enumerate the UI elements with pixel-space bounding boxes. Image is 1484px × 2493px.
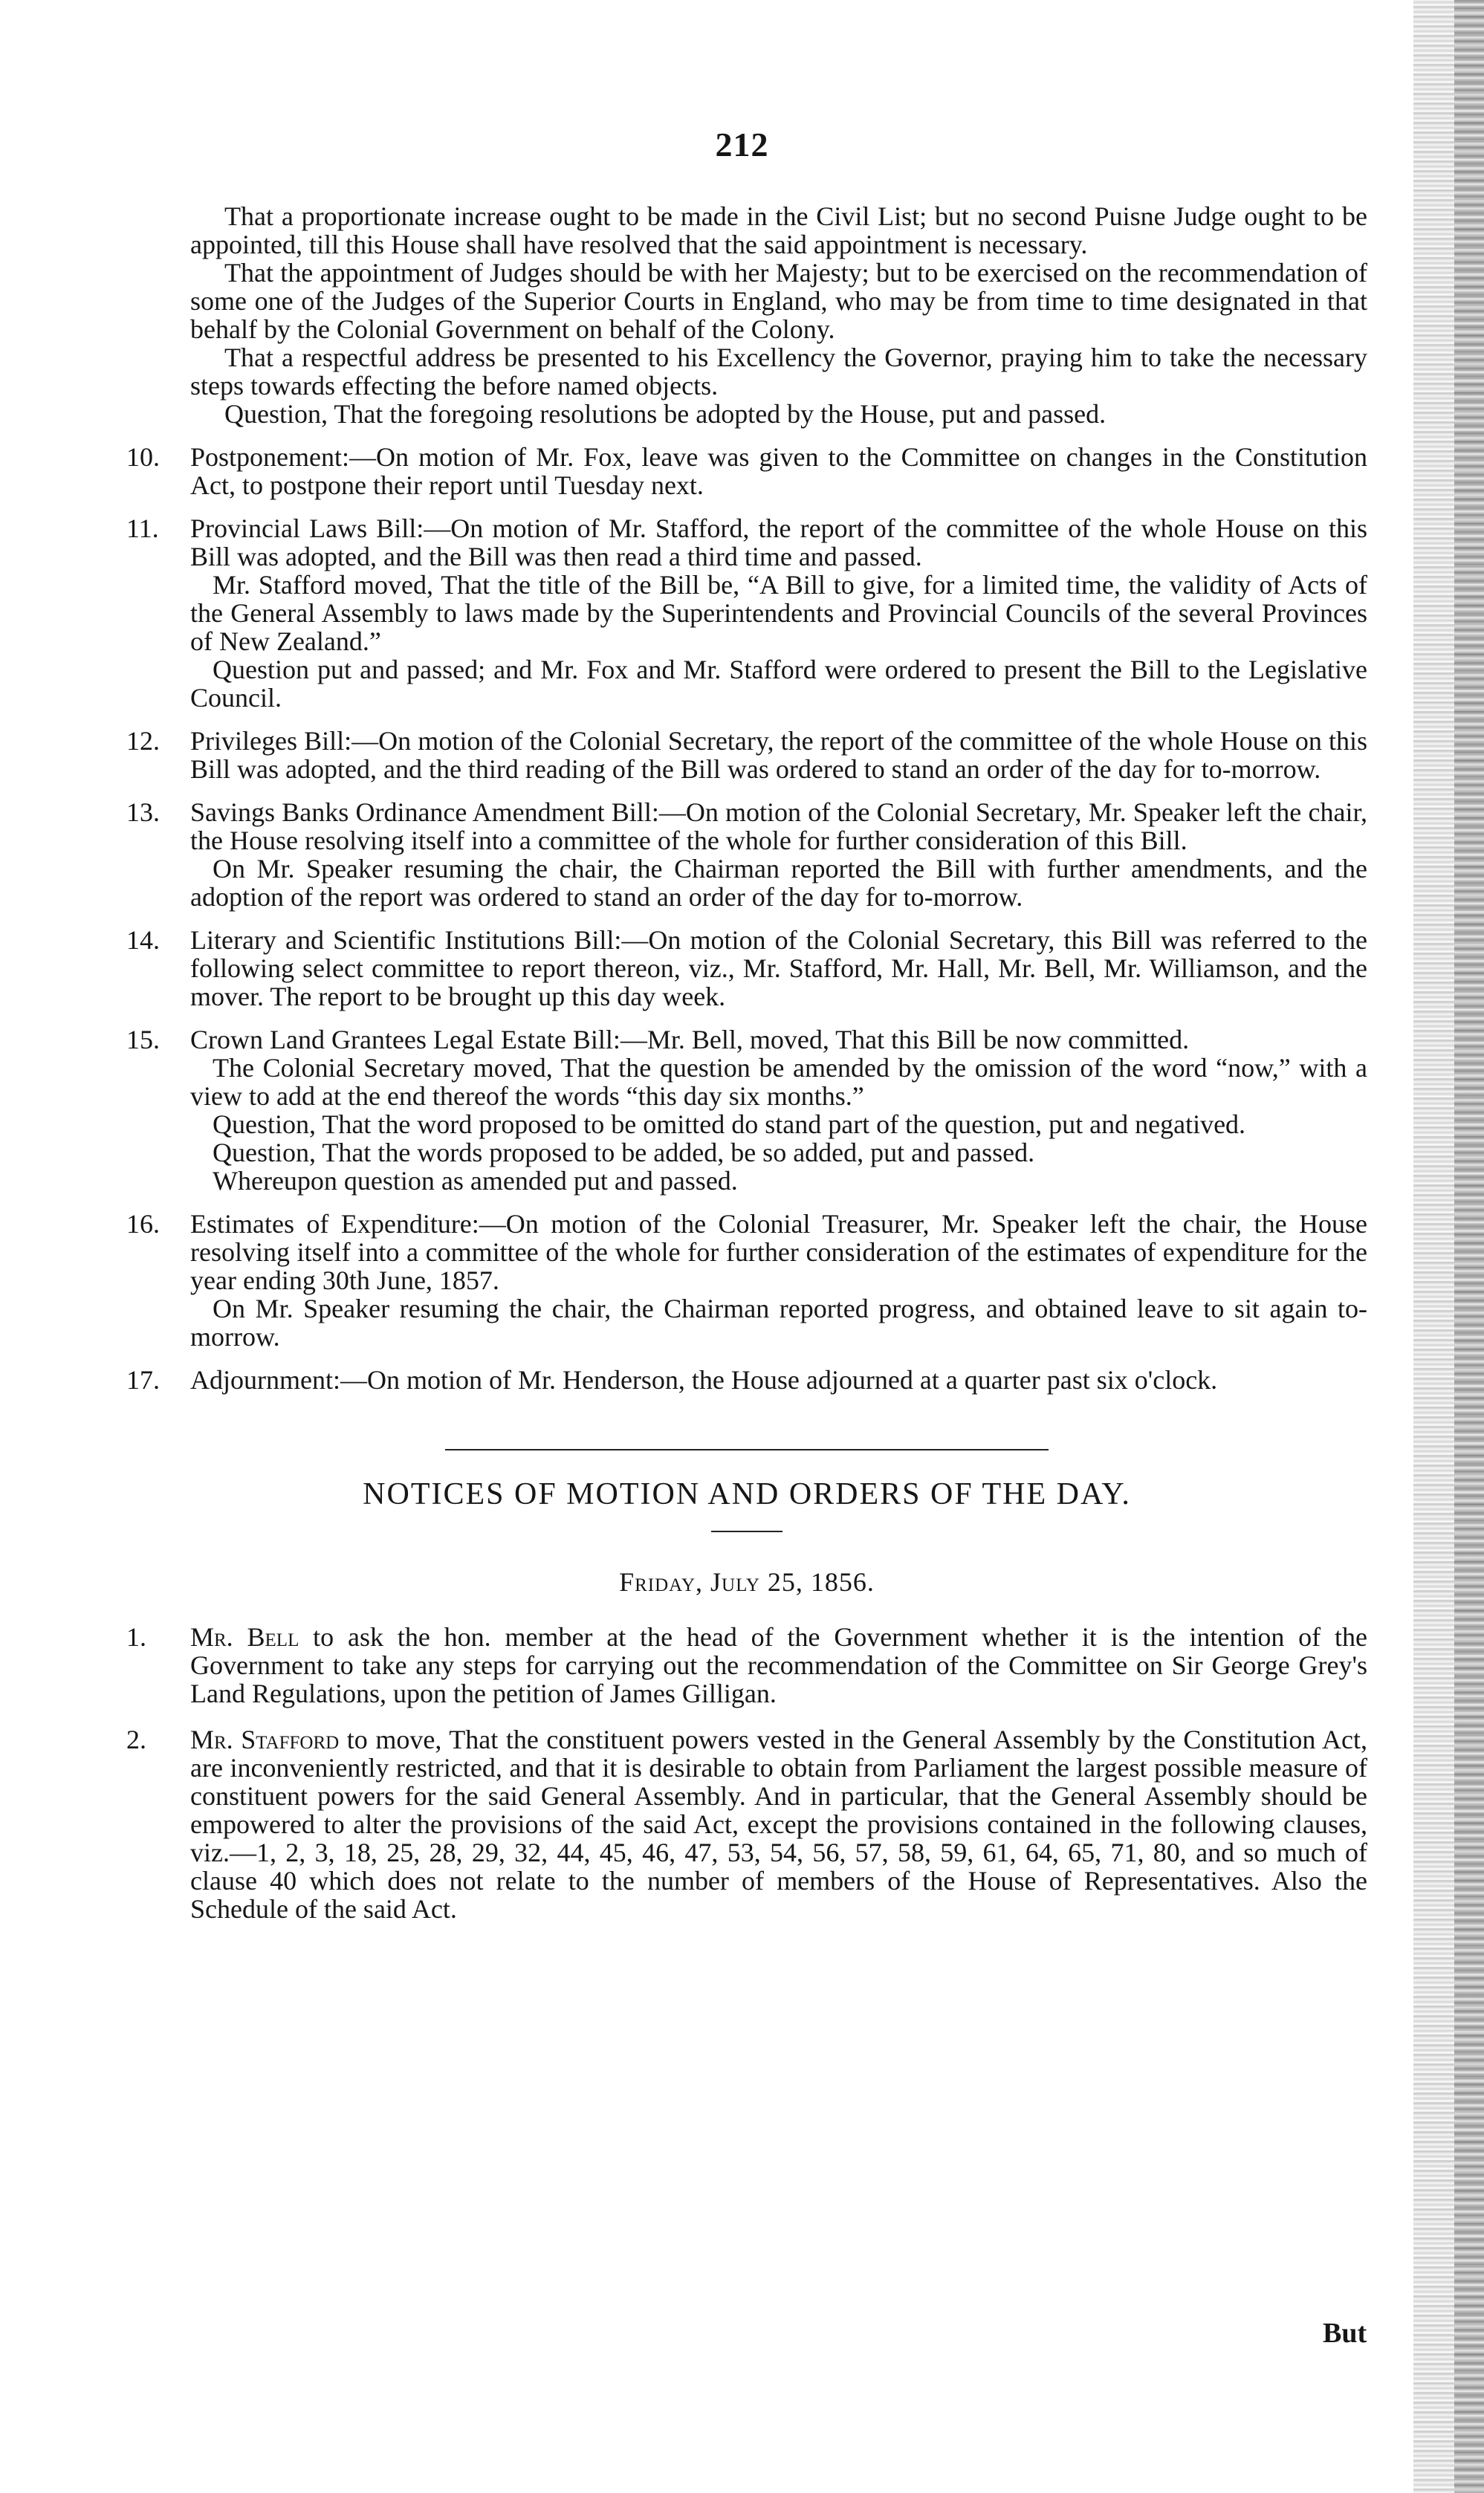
notice-text [190, 1623, 1367, 1708]
notice-item [126, 1623, 1367, 1708]
item-number: 11. [126, 513, 159, 543]
item-number: 13. [126, 797, 160, 827]
section-heading: NOTICES OF MOTION AND ORDERS OF THE DAY. [363, 1477, 1131, 1511]
section-divider [445, 1449, 1049, 1450]
notice-number: 1. [126, 1622, 146, 1652]
resolutions-continued [126, 202, 1367, 428]
item-number: 10. [126, 442, 160, 472]
resolution-paragraph: That the appointment of Judges should be with her Majesty; but to be exercised on the recommendation of some one of the Judges of the Superior Courts in England, who may be from time to time designated in that behalf by the Colonial Government on behalf of the Colony. [190, 258, 1367, 344]
item-text: Estimates of Expenditure:—On motion of the Colonial Treasurer, Mr. Speaker left the chair, the House resolving itself into a committee of the whole for further consideration of the estimates of expenditure for the year ending 30th June, 1857. [190, 1209, 1367, 1295]
item-text: Savings Banks Ordinance Amendment Bill:—On motion of the Colonial Secretary, Mr. Speaker left the chair, the House resolving itself into a committee of the whole for further consideration of this Bill. [190, 797, 1367, 855]
notice-item [126, 1725, 1367, 1923]
member-name: Mr. Stafford [190, 1725, 340, 1754]
proceeding-item [126, 1366, 1367, 1394]
resolution-paragraph: That a respectful address be presented to his Excellency the Governor, praying him to take the necessary steps towards effecting the before named objects. [190, 343, 1367, 401]
heading-divider [711, 1531, 782, 1532]
proceeding-item [126, 443, 1367, 499]
item-text: Privileges Bill:—On motion of the Colonial Secretary, the report of the committee of the whole House on this Bill was adopted, and the third reading of the Bill was ordered to stand an order of the day for to-morrow. [190, 726, 1367, 784]
notice-body: to move, That the constituent powers vested in the General Assembly by the Constitution Act, are inconveniently restricted, and that it is desirable to obtain from Parliament the largest possible measure of constituent powers for the said General Assembly. And in particular, that the General Assembly should be empowered to alter the provisions of the said Act, except the provisions contained in the following clauses, viz.—1, 2, 3, 18, 25, 28, 29, 32, 44, 45, 46, 47, 53, 54, 56, 57, 58, 59, 61, 64, 65, 71, 80, and so much of clause 40 which does not relate to the number of members of the House of Representatives. Also the Schedule of the said Act. [190, 1725, 1367, 1924]
date-heading: Friday, July 25, 1856. [619, 1567, 875, 1597]
item-text: Literary and Scientific Institutions Bill:—On motion of the Colonial Secretary, this Bill was referred to the following select committee to report thereon, viz., Mr. Stafford, Mr. Hall, Mr. Bell, Mr. Williamson, and the mover. The report to be brought up this day week. [190, 925, 1367, 1011]
item-text: On Mr. Speaker resuming the chair, the Chairman reported progress, and obtained leave to sit again to-morrow. [190, 1294, 1367, 1352]
item-text: Mr. Stafford moved, That the title of the Bill be, “A Bill to give, for a limited time, the validity of Acts of the General Assembly to laws made by the Superintendents and Provincial Councils of the several Provinces of New Zealand.” [190, 570, 1367, 656]
item-text: Postponement:—On motion of Mr. Fox, leave was given to the Committee on changes in the Constitution Act, to postpone their report until Tuesday next. [190, 442, 1367, 500]
item-text: Question, That the words proposed to be added, be so added, put and passed. [213, 1138, 1035, 1167]
item-number: 14. [126, 925, 160, 955]
item-text: Question put and passed; and Mr. Fox and Mr. Stafford were ordered to present the Bill to the Legislative Council. [190, 655, 1367, 713]
catchword: But [1323, 2318, 1367, 2349]
proceeding-item [126, 1025, 1367, 1195]
item-number: 17. [126, 1365, 160, 1395]
notices-list [126, 1623, 1367, 1923]
item-text: Adjournment:—On motion of Mr. Henderson, the House adjourned at a quarter past six o'clock. [190, 1365, 1218, 1395]
page-body [126, 202, 1367, 1923]
item-number: 12. [126, 726, 160, 756]
proceedings-list [126, 443, 1367, 1394]
member-name: Mr. Bell [190, 1622, 299, 1652]
notice-number: 2. [126, 1725, 146, 1754]
proceeding-item [126, 926, 1367, 1011]
page-edge-scan [1413, 0, 1484, 2493]
item-text: Question, That the word proposed to be omitted do stand part of the question, put and negatived. [213, 1109, 1246, 1139]
notice-body: to ask the hon. member at the head of the Government whether it is the intention of the Government to take any steps for carrying out the recommendation of the Committee on Sir George Grey's Land Regulations, upon the petition of James Gilligan. [190, 1622, 1367, 1708]
item-number: 15. [126, 1025, 160, 1054]
item-text: Whereupon question as amended put and passed. [213, 1166, 738, 1196]
resolution-question: Question, That the foregoing resolutions be adopted by the House, put and passed. [224, 399, 1106, 429]
proceeding-item [126, 798, 1367, 911]
item-text: Provincial Laws Bill:—On motion of Mr. Stafford, the report of the committee of the whole House on this Bill was adopted, and the Bill was then read a third time and passed. [190, 513, 1367, 571]
proceeding-item [126, 514, 1367, 712]
item-number: 16. [126, 1209, 160, 1239]
item-text: On Mr. Speaker resuming the chair, the Chairman reported the Bill with further amendments, and the adoption of the report was ordered to stand an order of the day for to-morrow. [190, 854, 1367, 912]
proceeding-item [126, 727, 1367, 783]
notice-text [190, 1725, 1367, 1923]
proceeding-item [126, 1210, 1367, 1351]
resolution-paragraph: That a proportionate increase ought to be made in the Civil List; but no second Puisne Judge ought to be appointed, till this House shall have resolved that the said appointment is necessary. [190, 201, 1367, 259]
item-text: Crown Land Grantees Legal Estate Bill:—Mr. Bell, moved, That this Bill be now committed. [190, 1025, 1190, 1054]
item-text: The Colonial Secretary moved, That the question be amended by the omission of the word “now,” with a view to add at the end thereof the words “this day six months.” [190, 1053, 1367, 1111]
page-number: 212 [715, 126, 769, 163]
